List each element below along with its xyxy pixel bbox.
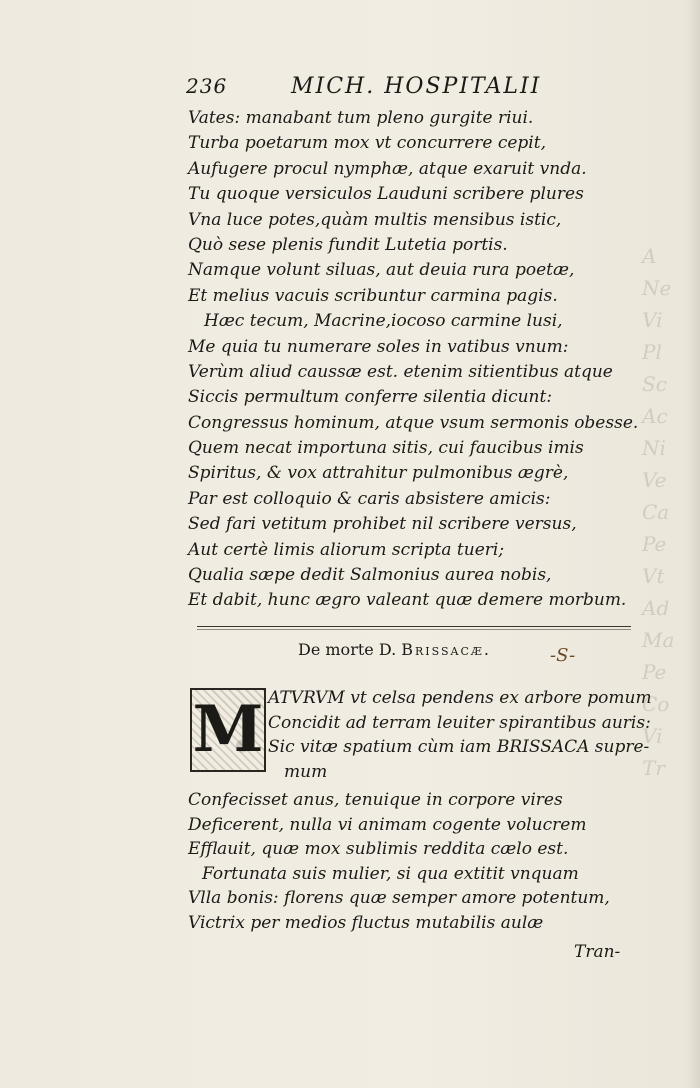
verse-line: Concidit ad terram leuiter spirantibus auris: bbox=[268, 712, 651, 733]
verse-line: Spiritus, & vox attrahitur pulmonibus ægrè, bbox=[188, 463, 569, 484]
verse-line: Deficerent, nulla vi animam cogente volucrem bbox=[188, 814, 587, 835]
page-number: 236 bbox=[186, 74, 228, 98]
verse-line: Aufugere procul nymphæ, atque exaruit vnda. bbox=[188, 158, 587, 179]
ornamental-dropcap bbox=[190, 688, 266, 772]
running-title: MICH. HOSPITALII bbox=[291, 74, 542, 99]
verse-line: Vates: manabant tum pleno gurgite riui. bbox=[188, 108, 534, 128]
verse-line: Tu quoque versiculos Lauduni scribere plures bbox=[188, 184, 584, 205]
verse-line: Verùm aliud caussæ est. etenim sitientibus atque bbox=[188, 361, 613, 382]
verse-line: Quem necat importuna sitis, cui faucibus imis bbox=[188, 438, 584, 459]
verse-line: Hæc tecum, Macrine,iocoso carmine lusi, bbox=[204, 311, 563, 332]
verse-line: Fortunata suis mulier, si qua extitit vnquam bbox=[202, 863, 579, 884]
verse-line: Sed fari vetitum prohibet nil scribere versus, bbox=[188, 514, 577, 535]
verse-block-top bbox=[188, 106, 639, 614]
verse-line: Vna luce potes,quàm multis mensibus istic, bbox=[188, 209, 562, 230]
verse-line: Sic vitæ spatium cùm iam BRISSACA supre- bbox=[268, 737, 650, 757]
verse-line: ATVRVM vt celsa pendens ex arbore pomum bbox=[268, 688, 652, 708]
section-title-name: Brissacæ. bbox=[401, 640, 491, 659]
verse-block-dropcap bbox=[268, 686, 652, 784]
verse-line: Siccis permultum conferre silentia dicunt: bbox=[188, 387, 553, 408]
verse-line: Et dabit, hunc ægro valeant quæ demere morbum. bbox=[188, 590, 627, 611]
verse-line: Victrix per medios fluctus mutabilis aulæ bbox=[188, 912, 544, 933]
verse-line: mum bbox=[284, 761, 328, 782]
verse-line: Efflauit, quæ mox sublimis reddita cælo est. bbox=[188, 839, 569, 859]
section-divider-secondary bbox=[197, 629, 631, 630]
catchword: Tran- bbox=[574, 942, 621, 962]
verse-line: Quò sese plenis fundit Lutetia portis. bbox=[188, 234, 508, 255]
dropcap-letter: M bbox=[192, 692, 264, 767]
bleed-through-text: A Ne Vi Pl Sc Ac Ni Ve Ca Pe Vt Ad Ma Pe Co Vi Tr bbox=[642, 244, 675, 780]
verse-line: Et melius vacuis scribuntur carmina pagis. bbox=[188, 285, 558, 306]
verse-line: Par est colloquio & caris absistere amicis: bbox=[188, 488, 551, 509]
verse-line: Me quia tu numerare soles in vatibus vnum: bbox=[188, 336, 569, 357]
section-divider bbox=[197, 626, 631, 627]
verse-line: Qualia sæpe dedit Salmonius aurea nobis, bbox=[188, 565, 552, 586]
verse-line: Aut certè limis aliorum scripta tueri; bbox=[188, 539, 505, 560]
verse-line: Confecisset anus, tenuique in corpore vires bbox=[188, 790, 563, 810]
section-title bbox=[298, 640, 491, 659]
verse-line: Vlla bonis: florens quæ semper amore potentum, bbox=[188, 888, 610, 908]
verse-line: Namque volunt siluas, aut deuia rura poetæ, bbox=[188, 260, 575, 281]
verse-block-bottom bbox=[188, 788, 628, 935]
handwritten-flourish: -S- bbox=[550, 645, 576, 666]
verse-line: Turba poetarum mox vt concurrere cepit, bbox=[188, 133, 546, 154]
section-title-prefix: De morte D. bbox=[298, 640, 397, 659]
verse-line: Congressus hominum, atque vsum sermonis obesse. bbox=[188, 412, 639, 433]
